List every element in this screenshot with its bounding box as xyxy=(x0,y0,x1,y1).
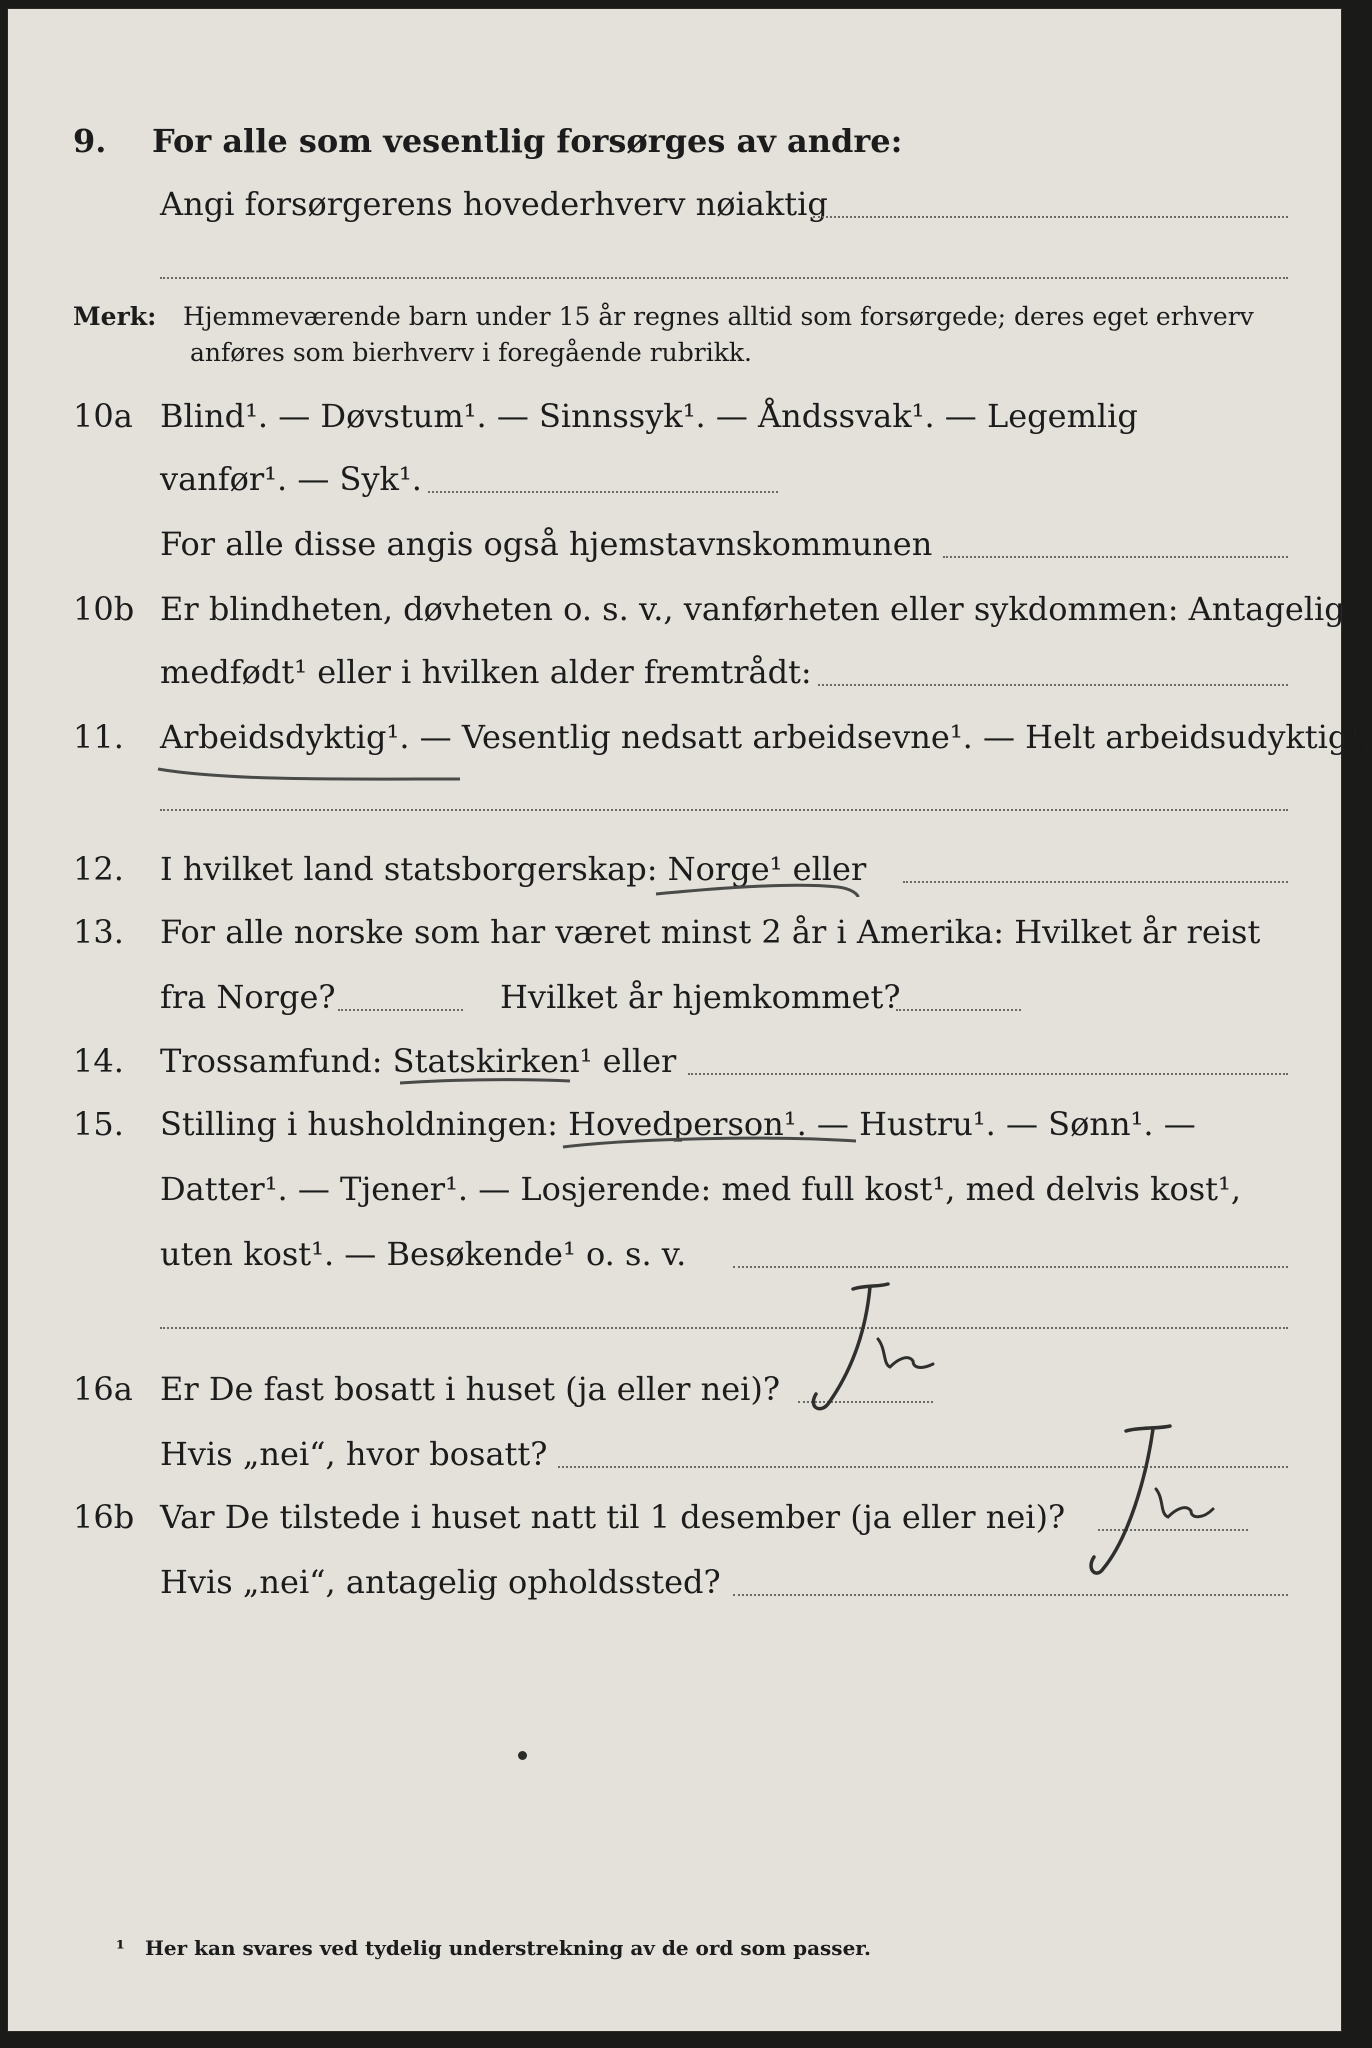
q10a-number: 10a xyxy=(73,397,133,435)
q12-question: I hvilket land statsborgerskap: Norge¹ eller xyxy=(160,850,867,888)
q15-options: Stilling i husholdningen: Hovedperson¹. — Hustru¹. — Sønn¹. — xyxy=(160,1105,1196,1143)
merk-label: Merk: xyxy=(73,302,157,331)
merk-line-2: anføres som bierhverv i foregående rubrikk. xyxy=(190,338,752,367)
q12-underline-norge xyxy=(656,885,858,897)
q10b-question-2: medfødt¹ eller i hvilken alder fremtrådt: xyxy=(160,653,812,691)
q14-underline-statskirken xyxy=(400,1080,570,1083)
q15-options-2: Datter¹. — Tjener¹. — Losjerende: med full kost¹, med delvis kost¹, xyxy=(160,1170,1242,1208)
census-form-page xyxy=(7,8,1372,2032)
q10b-number: 10b xyxy=(73,590,135,628)
q16a-number: 16a xyxy=(73,1370,133,1408)
q16b-handwritten-answer xyxy=(1091,1426,1213,1573)
q16b-number: 16b xyxy=(73,1498,135,1536)
footnote-text: Her kan svares ved tydelig understrekning av de ord som passer. xyxy=(145,1936,871,1960)
q16b-whereabouts-prompt: Hvis „nei“, antagelig opholdssted? xyxy=(160,1563,721,1601)
q11-number: 11. xyxy=(73,718,124,756)
q14-question: Trossamfund: Statskirken¹ eller xyxy=(160,1042,677,1080)
q15-options-3: uten kost¹. — Besøkende¹ o. s. v. xyxy=(160,1235,687,1273)
q15-underline-hovedperson xyxy=(563,1138,856,1147)
q16a-handwritten-answer xyxy=(813,1284,933,1409)
q9-heading: For alle som vesentlig forsørges av andre: xyxy=(152,122,903,160)
q14-number: 14. xyxy=(73,1042,124,1080)
q13-departure-prompt: fra Norge? xyxy=(160,978,336,1016)
footnote-mark: ¹ xyxy=(116,1936,125,1960)
q13-return-prompt: Hvilket år hjemkommet? xyxy=(500,978,901,1016)
q10a-options-2: vanfør¹. — Syk¹. xyxy=(160,460,422,498)
q16a-residence-prompt: Hvis „nei“, hvor bosatt? xyxy=(160,1435,548,1473)
q15-number: 15. xyxy=(73,1105,124,1143)
merk-line-1: Hjemmeværende barn under 15 år regnes alltid som forsørgede; deres eget erhverv xyxy=(183,302,1254,331)
q16a-question: Er De fast bosatt i huset (ja eller nei)? xyxy=(160,1370,781,1408)
q16b-question: Var De tilstede i huset natt til 1 desember (ja eller nei)? xyxy=(160,1498,1066,1536)
q11-underline-arbeidsdyktig xyxy=(158,769,460,779)
q9-number: 9. xyxy=(73,122,107,160)
q10a-options: Blind¹. — Døvstum¹. — Sinnssyk¹. — Åndssvak¹. — Legemlig xyxy=(160,397,1138,435)
q12-number: 12. xyxy=(73,850,124,888)
q13-number: 13. xyxy=(73,913,124,951)
q13-question: For alle norske som har været minst 2 år i Amerika: Hvilket år reist xyxy=(160,913,1261,951)
handwriting-layer xyxy=(8,9,1343,2033)
q11-options: Arbeidsdyktig¹. — Vesentlig nedsatt arbeidsevne¹. — Helt arbeidsudyktig¹. xyxy=(160,718,1372,756)
q9-occupation-prompt: Angi forsørgerens hovederhverv nøiaktig xyxy=(160,185,828,223)
q10b-question: Er blindheten, døvheten o. s. v., vanførheten eller sykdommen: Antagelig xyxy=(160,590,1345,628)
q10a-home-municipality-prompt: For alle disse angis også hjemstavnskommunen xyxy=(160,525,933,563)
